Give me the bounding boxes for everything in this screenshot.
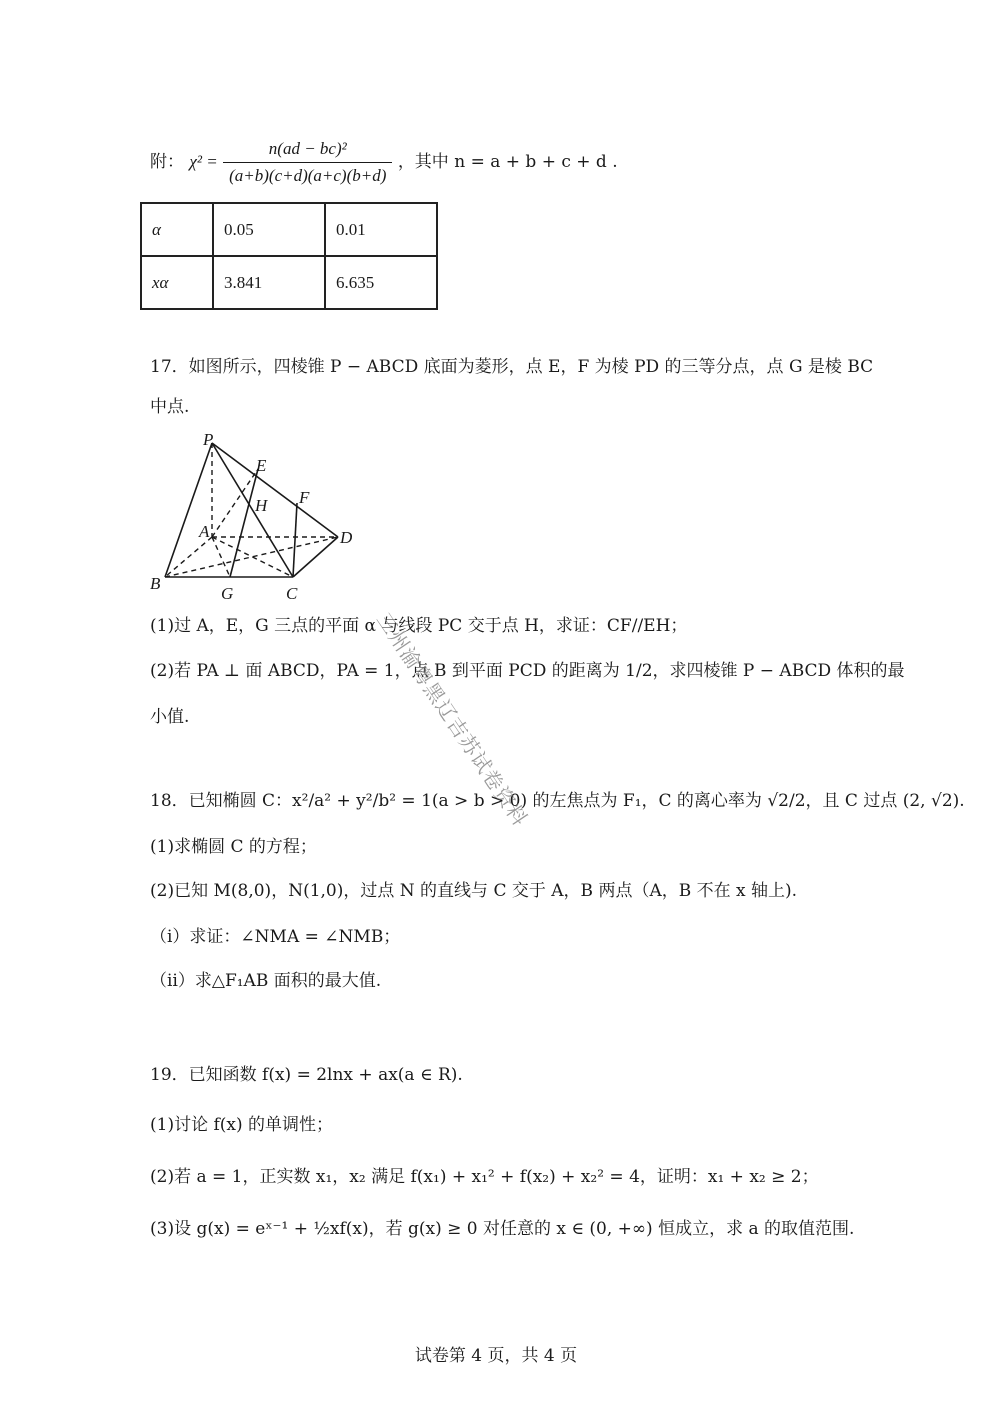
critical-value-table [140,202,438,310]
label-B: B [150,574,161,593]
q18-part1: (1)求椭圆 C 的方程； [150,837,317,857]
table-cell: 6.635 [325,256,437,309]
label-E: E [256,456,267,475]
formula-prefix: 附： [150,152,184,172]
q19-stem: 19．已知函数 f(x) = 2lnx + ax(a ∈ R). [150,1065,463,1085]
watermark: 三州渝粤黑辽吉苏试卷资料 [371,608,533,831]
q17-stem-line1: 17．如图所示，四棱锥 P − ABCD 底面为菱形，点 E，F 为棱 PD 的三等分点，点 G 是棱 BC [150,357,874,377]
label-F: F [299,488,310,507]
table-cell: α [141,203,213,256]
label-P: P [203,430,214,449]
page-footer: 试卷第 4 页，共 4 页 [414,1346,578,1366]
q17-part2-line2: 小值. [150,707,190,727]
formula-suffix: ，其中 n = a + b + c + d . [397,152,618,172]
q18-sub2: （ⅱ）求△F₁AB 面积的最大值. [150,971,382,991]
table-row [141,256,437,309]
q17-part1: (1)过 A，E，G 三点的平面 α 与线段 PC 交于点 H，求证：CF//EH； [150,616,688,636]
q18-sub1: （ⅰ）求证：∠NMA = ∠NMB； [150,927,401,947]
table-cell: 0.05 [213,203,325,256]
table-cell: 0.01 [325,203,437,256]
formula-numerator: n(ad − bc)² [223,138,392,163]
q18-part2: (2)已知 M(8,0)，N(1,0)，过点 N 的直线与 C 交于 A，B 两点（A，B 不在 x 轴上). [150,881,798,901]
q19-part3: (3)设 g(x) = eˣ⁻¹ + ½xf(x)，若 g(x) ≥ 0 对任意的 x ∈ (0, +∞) 恒成立，求 a 的取值范围. [150,1219,855,1239]
q17-stem-line2: 中点. [150,397,190,417]
table-cell: xα [141,256,213,309]
label-D: D [340,528,353,547]
label-C: C [286,584,298,603]
formula-lhs: χ² = [189,152,218,171]
label-H: H [255,496,268,515]
q17-part2-line1: (2)若 PA ⊥ 面 ABCD，PA = 1，点 B 到平面 PCD 的距离为 1/2，求四棱锥 P − ABCD 体积的最 [150,661,905,681]
chi-square-formula [150,138,618,187]
q19-part1: (1)讨论 f(x) 的单调性； [150,1115,334,1135]
formula-denominator: (a+b)(c+d)(a+c)(b+d) [229,166,387,185]
table-cell: 3.841 [213,256,325,309]
table-row [141,203,437,256]
q18-stem: 18．已知椭圆 C：x²/a² + y²/b² = 1(a > b > 0) 的左焦点为 F₁，C 的离心率为 √2/2，且 C 过点 (2, √2). [150,791,965,811]
label-A: A [199,522,210,541]
q19-part2: (2)若 a = 1，正实数 x₁，x₂ 满足 f(x₁) + x₁² + f(x₂) + x₂² = 4，证明：x₁ + x₂ ≥ 2； [150,1167,819,1187]
label-G: G [221,584,234,603]
formula-fraction [223,138,392,187]
pyramid-figure [140,425,380,605]
